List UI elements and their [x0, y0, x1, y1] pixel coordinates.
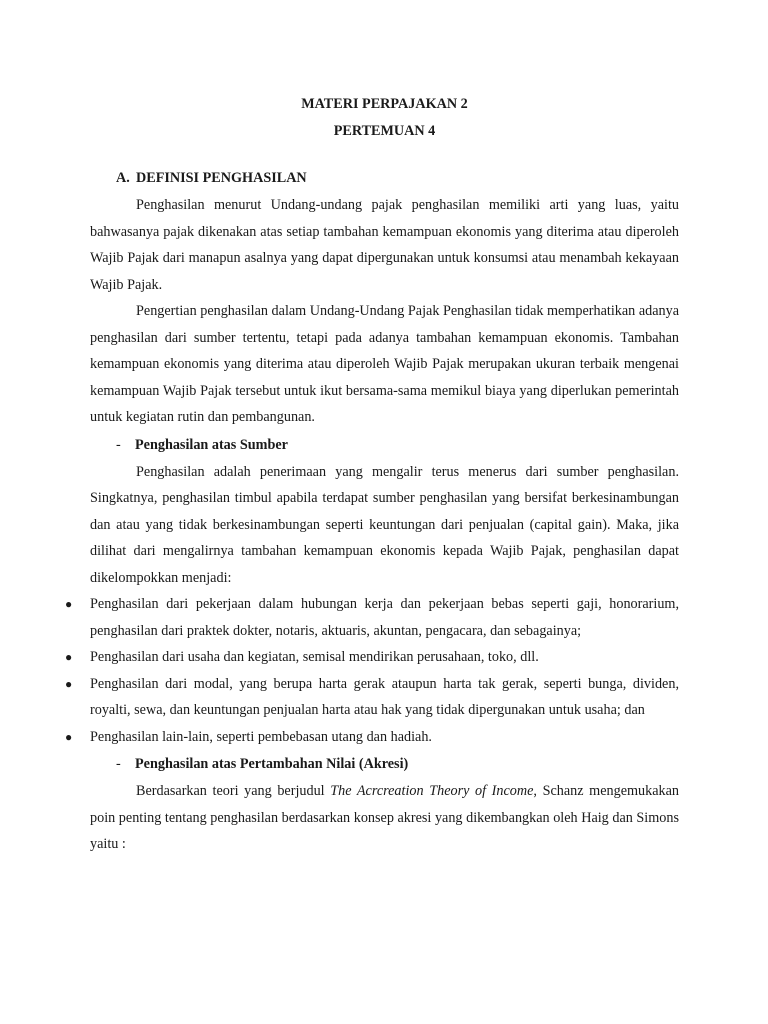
bullet-icon: ●: [65, 729, 73, 744]
subheading-text: Penghasilan atas Sumber: [135, 436, 288, 453]
bullet-icon: ●: [65, 597, 73, 611]
list-item-text: Penghasilan dari pekerjaan dalam hubungan kerja dan pekerjaan bebas seperti gaji, honorarium, penghasilan dari praktek dokter, notaris, aktuaris, akuntan, pengacara, dan sebagainya;: [90, 596, 679, 639]
paragraph-definition-2: Pengertian penghasilan dalam Undang-Undang Pajak Penghasilan tidak memperhatikan adanya penghasilan dari sumber tertentu, tetapi pada adanya tambahan kemampuan ekonomis. Tambahan kemampuan ekonomis yang diterima atau diperoleh Wajib Pajak merupakan ukuran terbaik mengenai kemampuan Wajib Pajak tersebut untuk ikut bersama-sama memikul biaya yang diperlukan pemerintah untuk kegiatan rutin dan pembangunan.: [90, 303, 679, 425]
title-line-2: PERTEMUAN 4: [333, 123, 436, 139]
section-heading-text: DEFINISI PENGHASILAN: [136, 170, 307, 186]
title-line-1: MATERI PERPAJAKAN 2: [301, 96, 468, 112]
section-letter: A.: [116, 170, 130, 186]
bullet-icon: ●: [65, 650, 73, 664]
paragraph-text-after: , Schanz mengemukakan poin penting tentang penghasilan berdasarkan konsep akresi yang dikembangkan oleh Haig dan Simons yaitu :: [90, 783, 679, 852]
dash-marker: -: [116, 436, 121, 453]
dash-marker: -: [116, 756, 121, 772]
theory-title: The Acrcreation Theory of Income: [330, 783, 534, 799]
list-item: [65, 591, 679, 644]
subheading-text: Penghasilan atas Pertambahan Nilai (Akresi): [135, 756, 409, 772]
paragraph-accretion-theory: [90, 778, 679, 858]
list-item: [65, 724, 679, 751]
document-title: [90, 91, 679, 145]
paragraph-definition-1: Penghasilan menurut Undang-undang pajak penghasilan memiliki arti yang luas, yaitu bahwasanya pajak dikenakan atas setiap tambahan kemampuan ekonomis yang diterima atau diperoleh Wajib Pajak dari manapun asalnya yang dapat dipergunakan untuk konsumsi atau menambah kekayaan Wajib Pajak.: [90, 197, 679, 293]
bullet-icon: ●: [65, 676, 73, 691]
paragraph-text-before: Berdasarkan teori yang berjudul: [136, 783, 331, 799]
section-heading-a: [90, 165, 679, 192]
list-item-text: Penghasilan dari modal, yang berupa harta gerak ataupun harta tak gerak, seperti bunga, dividen, royalti, sewa, dan keuntungan penjualan harta atau hak yang tidak dipergunakan untuk usaha; dan: [90, 675, 679, 718]
subheading-source-income: [90, 431, 679, 459]
list-item-text: Penghasilan dari usaha dan kegiatan, semisal mendirikan perusahaan, toko, dll.: [90, 649, 539, 665]
list-item: [65, 644, 679, 671]
subheading-accretion-income: [90, 750, 679, 778]
paragraph-source-income: Penghasilan adalah penerimaan yang mengalir terus menerus dari sumber penghasilan. Singkatnya, penghasilan timbul apabila terdapat sumber penghasilan yang bersifat berkesinambungan dan atau yang tidak berkesinambungan seperti keuntungan dari penjualan (capital gain). Maka, jika dilihat dari mengalirnya tambahan kemampuan ekonomis kepada Wajib Pajak, penghasilan dapat dikelompokkan menjadi:: [90, 463, 679, 586]
list-item-text: Penghasilan lain-lain, seperti pembebasan utang dan hadiah.: [90, 728, 432, 745]
list-item: [65, 671, 679, 724]
income-category-list: [65, 591, 679, 750]
